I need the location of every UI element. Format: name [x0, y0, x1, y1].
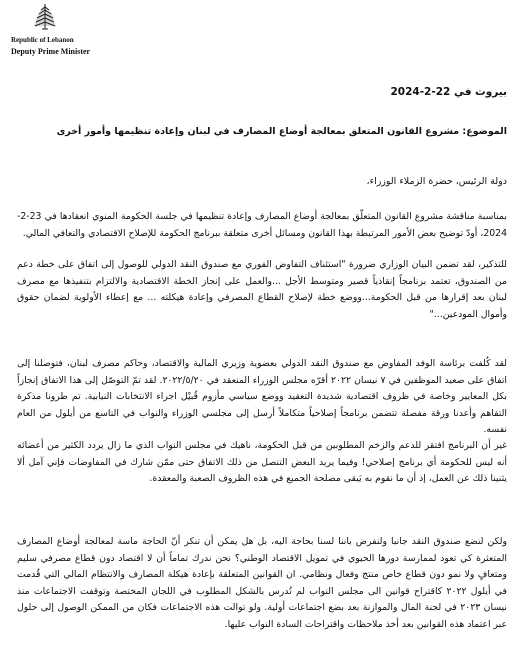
letterhead-office: Deputy Prime Minister [11, 47, 91, 56]
cedar-emblem-icon [32, 2, 58, 32]
paragraph-imf-delegation: لقد كُلفت برئاسة الوفد المفاوض مع صندوق النقد الدولي بعضوية وزيري المالية والاقتصاد، وحاكم مصرف لبنان، فتوصلنا إلى اتفاق على صعيد الموظفين في ٧ نيسان ٢٠٢٢ أقرّه مجلس الوزراء المنعقد في ٢٠٢٢/٥/٢٠. لقد تمّ التوصّل إلى هذا الاتفاق إنجازاً بكل المعايير وخاصة في ظروف اقتصادية شديدة التعقيد ووضع سياسي مأزوم قُبيْل اجراء الانتخابات النيابية. تم طرونا مذكرة التفاهم وأعدنا ورقة مفصلة تتضمن برنامجاً إصلاحياً متكاملاً أرسل إلى مجلسي الوزراء والنواب في التاسع من أيلول من العام نفسه. [17, 358, 507, 436]
paragraph-banking-sector: ولكن لنضع صندوق النقد جانبا ولنفرض باننا لسنا بحاجة اليه، بل هل يمكن أن تنكر أنّ الحاجة ماسة لمعالجة أوضاع المصارف المتعثرة كي تعود لممارسة دورها الحيوي في تمويل الاقتصاد الوطني؟ نحن ندرك تماماً أن لا اقتصاد دون قطاع مصرفي سليم ومتعافٍ ولا نمو دون قطاع خاص منتج وفعال ونظامي. ان القوانين المتعلقة بإعادة هيكلة المصارف والانتظام المالي التي قُدمت في أيلول ٢٠٢٢ كاقتراح قوانين الى مجلس النواب لم تُدرس بالشكل المطلوب في اللجان المختصة وتوقفت الاجتماعات منذ نيسان ٢٠٢٣ في لجنة المال والموازنة بعد بضع اجتماعات أولية. ولو توالت هذه الاجتماعات فكان من الممكن الوصول إلى حلول عبر اعتماد هذه القوانين بعد أخذ ملاحظات واقتراحات السادة النواب عليها. [17, 536, 508, 630]
paragraph-program-support: غير أن البرنامج افتقر للدعم والزخم المطلوبين من قبل الحكومة، ناهيك في مجلس النواب الذي ما زال يردد الكثير من أعضائه أنه ليس للحكومة أي برنامج إصلاحي! وفيما يريد البعض التنصل من ذلك الاتفاق حتى ممّن شارك في المفاوضات فإني آمل ألا يثنينا ذلك عن العمل، إذ أن ما نقوم به يَبقى مصلحة الجميع في هذه الظروف الصعبة والمعقدة. [17, 440, 507, 485]
paragraph-reminder: للتذكير، لقد تضمن البيان الوزاري ضرورة "استئناف التفاوض الفوري مع صندوق النقد الدولي للوصول إلى اتفاق على خطة دعم من الصندوق، تعتمد برنامجاً إنقاذياً قصير ومتوسط الأجل ...والعمل على إنجاز الخطة الاقتصادية والالتزام بتنفيذها مع مصرف لبنان بعد إقرارها من قبل الحكومة...ووضع خطة لإصلاح القطاع المصرفي وإعادة هيكلته ... مع إعطاء الأولوية لضمان حقوق وأموال المودعين..." [17, 259, 507, 320]
paragraph-intro: بمناسبة مناقشة مشروع القانون المتعلّق بمعالجة أوضاع المصارف وإعادة تنظيمها في جلسة الحكومة المنوي انعقادها في 23-2-2024، أودّ توضيح بعض الأمور المرتبطة بهذا القانون ومسائل أخرى متعلقة ببرنامج الحكومة للإصلاح الاقتصادي والتعافي المالي. [17, 211, 507, 239]
letter-salutation: دولة الرئيس، حضرة الزملاء الوزراء، [366, 176, 507, 187]
letterhead-country: Republic of Lebanon [11, 36, 74, 44]
letter-date: بيروت في 22-2-2024 [390, 86, 507, 98]
letter-subject: الموضوع: مشروع القانون المتعلق بمعالجة أوضاع المصارف في لبنان وإعادة تنظيمها وأمور أخرى [56, 126, 507, 137]
letterhead [0, 0, 140, 72]
